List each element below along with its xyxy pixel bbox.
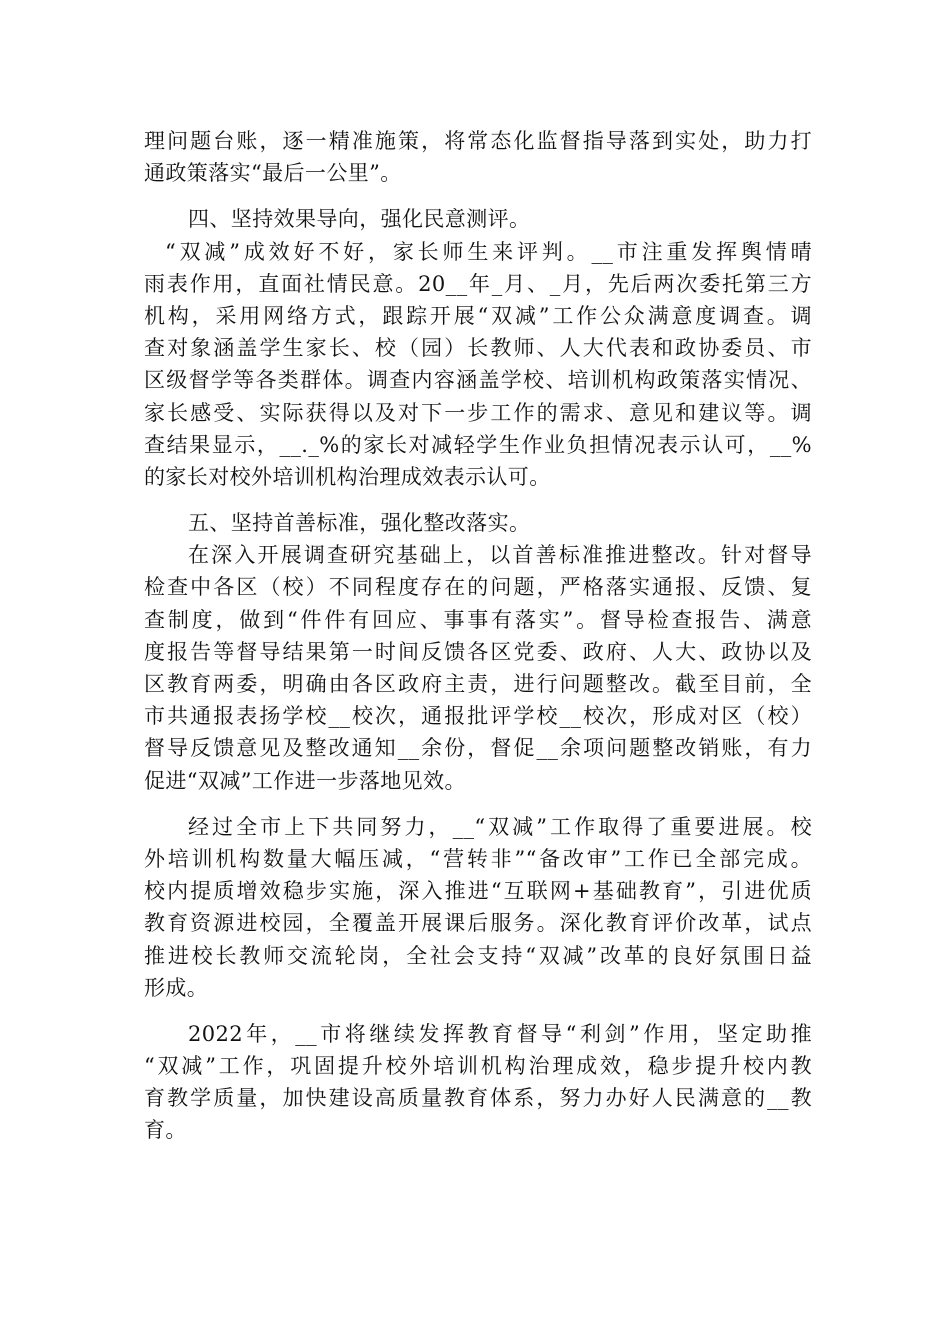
paragraph-line: 形成。 — [144, 975, 209, 1000]
section-heading: 五、坚持首善标准，强化整改落实。 — [188, 511, 531, 536]
paragraph-line: 查结果显示，__._%的家长对减轻学生作业负担情况表示认可，__% — [144, 432, 812, 457]
paragraph-line: 度报告等督导结果第一时间反馈各区党委、政府、人大、政协以及 — [144, 639, 812, 664]
paragraph-line: “双减”成效好不好，家长师生来评判。__市注重发挥舆情晴 — [165, 239, 812, 264]
paragraph-line: 通政策落实“最后一公里”。 — [144, 161, 402, 186]
paragraph-line: 区教育两委，明确由各区政府主责，进行问题整改。截至目前，全 — [144, 672, 812, 696]
paragraph-line: “双减”工作，巩固提升校外培训机构治理成效，稳步提升校内教 — [144, 1054, 812, 1079]
paragraph-line: 育。 — [144, 1118, 187, 1143]
paragraph-line: 教育资源进校园，全覆盖开展课后服务。深化教育评价改革，试点 — [144, 911, 812, 936]
paragraph-line: 校内提质增效稳步实施，深入推进“互联网+基础教育”，引进优质 — [144, 879, 812, 904]
paragraph-line: 市共通报表扬学校__校次，通报批评学校__校次，形成对区（校） — [144, 704, 812, 729]
paragraph-line: 督导反馈意见及整改通知__余份，督促__余项问题整改销账，有力 — [144, 736, 812, 761]
paragraph-line: 家长感受、实际获得以及对下一步工作的需求、意见和建议等。调 — [144, 400, 812, 425]
paragraph-line: 查制度，做到“件件有回应、事事有落实”。督导检查报告、满意 — [144, 607, 812, 632]
paragraph-line: 2022年，__市将继续发挥教育督导“利剑”作用，坚定助推 — [188, 1021, 812, 1046]
paragraph-line: 在深入开展调查研究基础上，以首善标准推进整改。针对督导 — [188, 543, 812, 568]
paragraph-line: 区级督学等各类群体。调查内容涵盖学校、培训机构政策落实情况、 — [144, 368, 812, 393]
paragraph-line: 机构，采用网络方式，跟踪开展“双减”工作公众满意度调查。调 — [144, 303, 812, 328]
paragraph-line: 雨表作用，直面社情民意。20__年_月、_月，先后两次委托第三方 — [144, 271, 812, 296]
paragraph-line: 促进“双减”工作进一步落地见效。 — [144, 768, 466, 793]
paragraph-line: 理问题台账，逐一精准施策，将常态化监督指导落到实处，助力打 — [144, 129, 812, 153]
paragraph-line: 推进校长教师交流轮岗，全社会支持“双减”改革的良好氛围日益 — [144, 943, 812, 968]
paragraph-line: 外培训机构数量大幅压减，“营转非”“备改审”工作已全部完成。 — [144, 846, 812, 871]
section-heading: 四、坚持效果导向，强化民意测评。 — [188, 207, 531, 232]
paragraph-line: 育教学质量，加快建设高质量教育体系，努力办好人民满意的__教 — [144, 1086, 812, 1111]
paragraph-line: 的家长对校外培训机构治理成效表示认可。 — [144, 464, 551, 489]
document-page — [144, 125, 812, 1147]
paragraph-line: 查对象涵盖学生家长、校（园）长教师、人大代表和政协委员、市 — [144, 336, 812, 361]
paragraph-line: 经过全市上下共同努力，__“双减”工作取得了重要进展。校 — [188, 814, 812, 839]
paragraph-line: 检查中各区（校）不同程度存在的问题，严格落实通报、反馈、复 — [144, 575, 812, 600]
